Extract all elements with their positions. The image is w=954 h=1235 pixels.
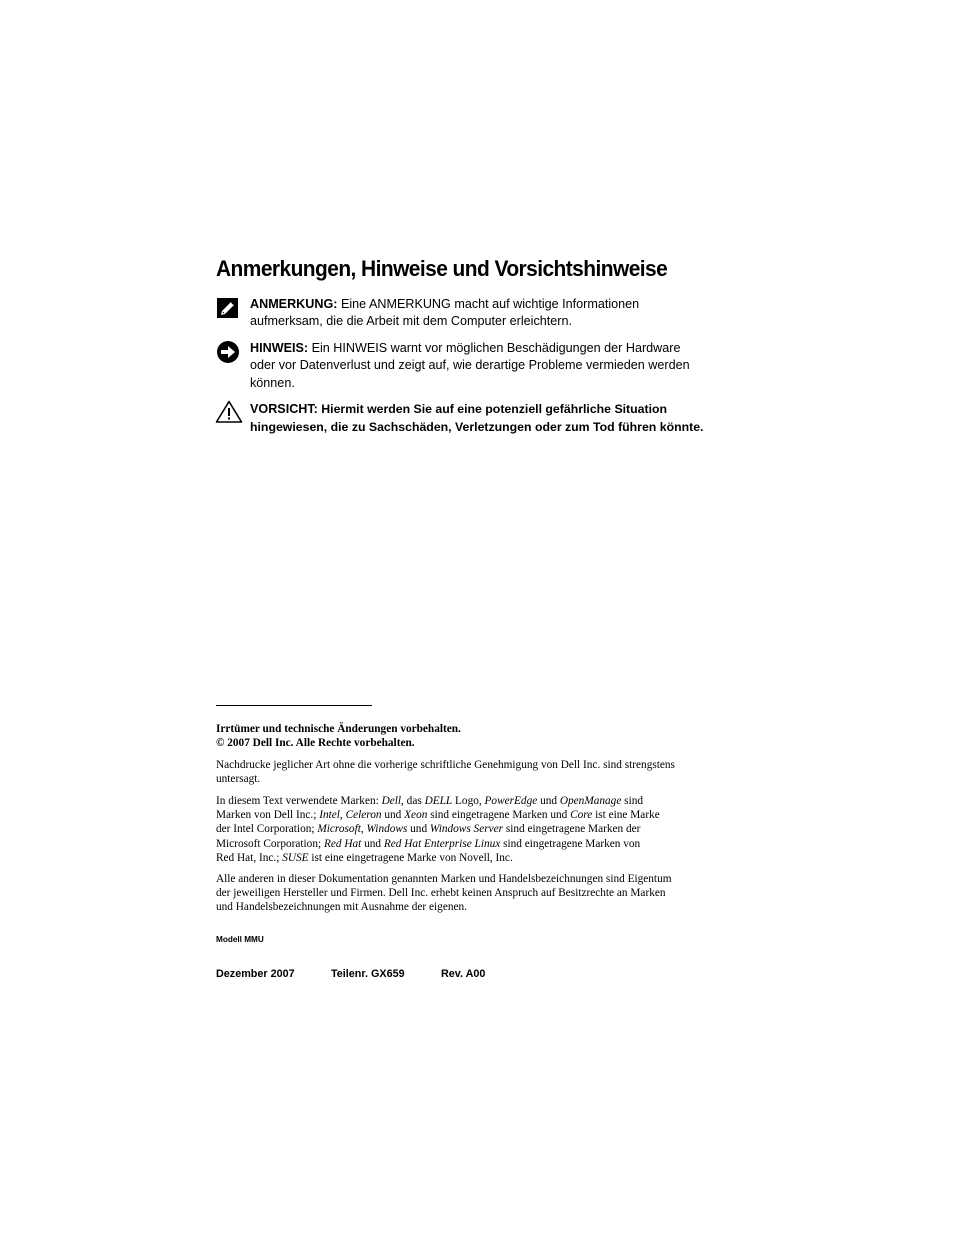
tm-text: Microsoft Corporation; bbox=[216, 837, 324, 850]
page-title: Anmerkungen, Hinweise und Vorsichtshinweise bbox=[216, 256, 668, 281]
tm-text: sind eingetragene Marken der bbox=[503, 823, 641, 836]
tm-core: Core bbox=[570, 809, 593, 822]
note-hinweis-label: HINWEIS: bbox=[250, 341, 309, 355]
note-vorsicht-label: VORSICHT: bbox=[250, 402, 318, 416]
tm-text: Logo, bbox=[452, 795, 485, 807]
footer-part-number: Teilenr. GX659 bbox=[331, 968, 405, 980]
tm-text: sind bbox=[621, 795, 643, 807]
note-anmerkung bbox=[216, 296, 706, 336]
footnote-divider bbox=[216, 705, 372, 706]
reproduction-line1: Nachdrucke jeglicher Art ohne die vorherige schriftliche Genehmigung von Dell Inc. sind strengstens bbox=[216, 759, 675, 771]
note-hinweis-line1: Ein HINWEIS warnt vor möglichen Beschädigungen der Hardware bbox=[308, 341, 681, 355]
warning-triangle-icon bbox=[215, 400, 243, 424]
note-vorsicht-line2: hingewiesen, die zu Sachschäden, Verletzungen oder zum Tod führen könnte. bbox=[250, 420, 704, 434]
model-label: Modell MMU bbox=[216, 935, 264, 944]
note-hinweis-line3: können. bbox=[250, 375, 295, 390]
tm-rhel: Red Hat Enterprise Linux bbox=[383, 837, 501, 850]
tm-text: der Intel Corporation; bbox=[216, 823, 318, 836]
legal-notice bbox=[216, 722, 716, 750]
reproduction-line2: untersagt. bbox=[216, 773, 261, 786]
tm-dell: Dell bbox=[381, 795, 402, 807]
trademark-notice bbox=[216, 794, 716, 865]
note-anmerkung-label: ANMERKUNG: bbox=[250, 297, 338, 311]
tm-text: ist eine Marke bbox=[592, 809, 660, 822]
tm-text: und bbox=[361, 837, 384, 850]
footer-revision: Rev. A00 bbox=[441, 968, 486, 980]
pencil-note-icon bbox=[216, 297, 240, 321]
note-vorsicht-text bbox=[250, 400, 710, 436]
tm-text: und bbox=[537, 795, 560, 807]
tm-text: , das bbox=[401, 795, 425, 807]
tm-red-hat: Red Hat bbox=[323, 837, 362, 850]
tm-text: sind eingetragene Marken und bbox=[427, 809, 571, 822]
tm-text: Marken von Dell Inc.; bbox=[216, 809, 320, 822]
tm-text: sind eingetragene Marken von bbox=[500, 837, 641, 850]
others-line2: der jeweiligen Hersteller und Firmen. Dell Inc. erhebt keinen Anspruch auf Besitzrechte an Marken bbox=[216, 887, 666, 900]
tm-xeon: Xeon bbox=[404, 809, 428, 822]
note-anmerkung-text bbox=[250, 296, 710, 331]
arrow-circle-icon bbox=[216, 340, 240, 364]
note-hinweis-line2: oder vor Datenverlust und zeigt auf, wie derartige Probleme vermieden werden bbox=[250, 358, 690, 373]
tm-microsoft: Microsoft bbox=[317, 823, 361, 836]
copyright-line: © 2007 Dell Inc. Alle Rechte vorbehalten. bbox=[216, 737, 415, 750]
tm-text: ist eine eingetragene Marke von Novell, Inc. bbox=[308, 851, 513, 864]
tm-celeron: Celeron bbox=[345, 809, 382, 822]
tm-intel: Intel bbox=[319, 809, 340, 822]
tm-text: und bbox=[381, 809, 405, 822]
tm-text: und bbox=[407, 823, 430, 836]
other-trademarks-notice bbox=[216, 872, 716, 915]
reproduction-notice bbox=[216, 758, 716, 786]
others-line3: und Handelsbezeichnungen mit Ausnahme der eigenen. bbox=[216, 901, 467, 914]
tm-poweredge: PowerEdge bbox=[484, 795, 538, 807]
tm-text: In diesem Text verwendete Marken: bbox=[216, 795, 382, 807]
note-hinweis-text bbox=[250, 340, 710, 392]
tm-text: , bbox=[339, 809, 346, 822]
note-hinweis bbox=[216, 340, 706, 396]
footer-date: Dezember 2007 bbox=[216, 968, 295, 980]
tm-windows-server: Windows Server bbox=[429, 823, 504, 836]
note-vorsicht-line1: Hiermit werden Sie auf eine potenziell gefährliche Situation bbox=[317, 402, 668, 416]
tm-text: Red Hat, Inc.; bbox=[216, 851, 283, 864]
tm-windows: Windows bbox=[366, 823, 408, 836]
tm-suse: SUSE bbox=[282, 851, 309, 864]
note-anmerkung-line1: Eine ANMERKUNG macht auf wichtige Informationen bbox=[337, 297, 640, 311]
errata-line: Irrtümer und technische Änderungen vorbehalten. bbox=[216, 723, 461, 735]
tm-dell-caps: DELL bbox=[424, 795, 453, 807]
note-vorsicht bbox=[216, 400, 706, 440]
others-line1: Alle anderen in dieser Dokumentation genannten Marken und Handelsbezeichnungen sind Eigentum bbox=[216, 873, 672, 885]
tm-text: , bbox=[360, 823, 367, 836]
tm-openmanage: OpenManage bbox=[559, 795, 622, 807]
note-anmerkung-line2: aufmerksam, die die Arbeit mit dem Computer erleichtern. bbox=[250, 314, 572, 329]
